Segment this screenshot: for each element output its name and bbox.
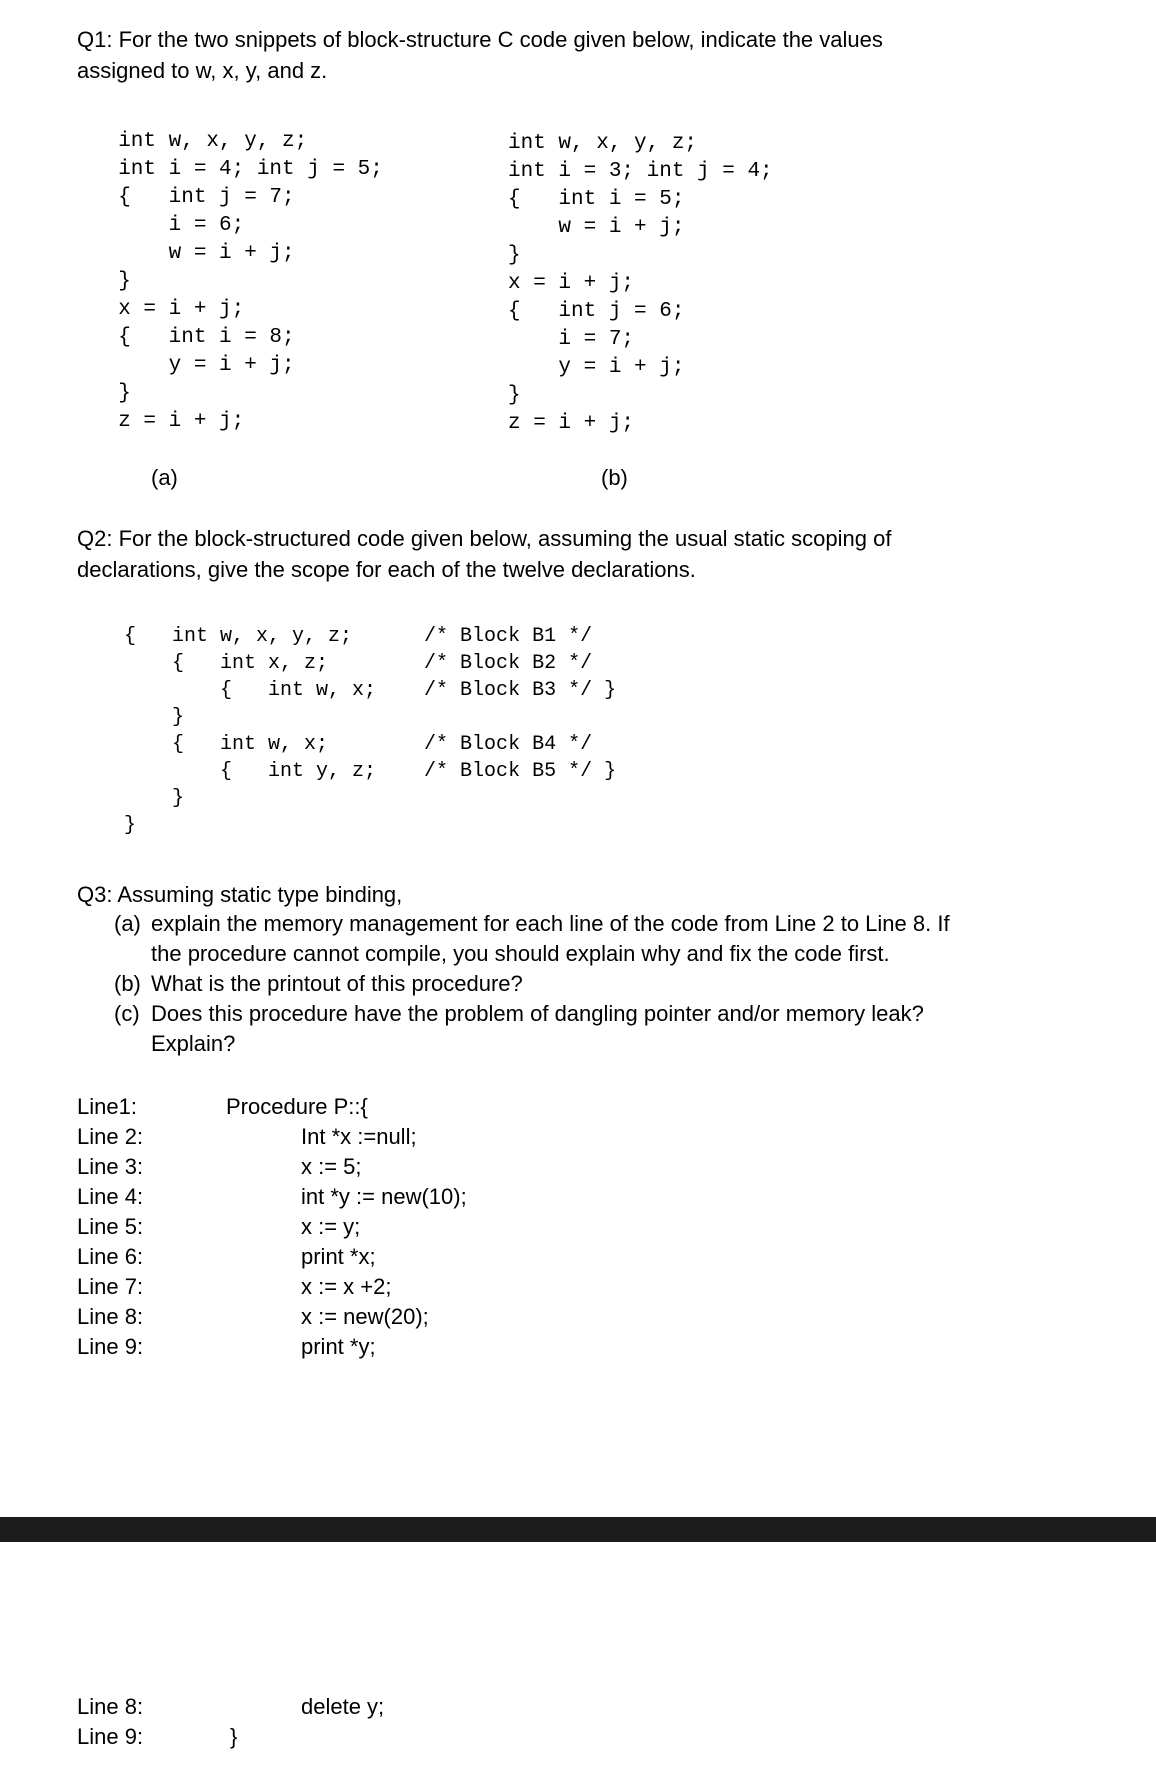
code-line: { int w, x; /* Block B4 */ xyxy=(124,733,593,756)
code-line: { int i = 5; xyxy=(508,188,685,211)
line-label: Line 2: xyxy=(77,1124,144,1149)
item-line: Does this procedure have the problem of dangling pointer and/or memory leak? xyxy=(151,1001,924,1026)
code-line: y = i + j; xyxy=(93,354,295,377)
q2-prompt-line: Q2: For the block-structured code given below, assuming the usual static scoping of xyxy=(77,526,892,551)
line-label: Line 7: xyxy=(77,1274,144,1299)
code-line: } xyxy=(93,382,131,405)
code-line: { int w, x, y, z; /* Block B1 */ xyxy=(124,625,593,648)
code-line: z = i + j; xyxy=(93,410,245,433)
code-line: } xyxy=(508,244,521,267)
code-line: } xyxy=(124,706,185,729)
code-line: { int j = 7; xyxy=(93,186,295,209)
divider-bar xyxy=(0,1517,1156,1542)
code-line: { int w, x; /* Block B3 */ } xyxy=(124,679,617,702)
line-code: } xyxy=(230,1724,238,1749)
q2-prompt-line: declarations, give the scope for each of the twelve declarations. xyxy=(77,557,696,582)
line-code: x := x +2; xyxy=(301,1274,392,1299)
code-line: } xyxy=(508,384,521,407)
item-text xyxy=(151,969,523,999)
q1-prompt-line: Q1: For the two snippets of block-structure C code given below, indicate the values xyxy=(77,27,883,52)
line-label: Line 4: xyxy=(77,1184,144,1209)
item-line: the procedure cannot compile, you should explain why and fix the code first. xyxy=(151,941,890,966)
code-line: i = 7; xyxy=(508,328,635,351)
code-line: x = i + j; xyxy=(508,272,635,295)
line-code: print *x; xyxy=(301,1244,376,1269)
code-line: { int j = 6; xyxy=(508,300,685,323)
caption-b: (b) xyxy=(601,465,628,490)
line-label: Line 9: xyxy=(77,1724,144,1749)
code-line: i = 6; xyxy=(93,214,245,237)
q2-prompt xyxy=(77,523,891,585)
q1-prompt xyxy=(77,24,883,86)
item-marker: (c) xyxy=(114,1001,140,1026)
code-line: int w, x, y, z; xyxy=(93,130,308,153)
q3-prompt: Q3: Assuming static type binding, xyxy=(77,882,403,907)
code-line: { int x, z; /* Block B2 */ xyxy=(124,652,593,675)
code-line: x = i + j; xyxy=(93,298,245,321)
item-text xyxy=(151,999,924,1059)
item-line: Explain? xyxy=(151,1031,236,1056)
line-label: Line 8: xyxy=(77,1304,144,1329)
item-line: What is the printout of this procedure? xyxy=(151,971,523,996)
line-label: Line 3: xyxy=(77,1154,144,1179)
line-code: int *y := new(10); xyxy=(301,1184,467,1209)
code-line: } xyxy=(124,787,185,810)
q1-prompt-line: assigned to w, x, y, and z. xyxy=(77,58,328,83)
code-line: int i = 3; int j = 4; xyxy=(508,160,773,183)
code-line: } xyxy=(124,814,137,837)
line-label: Line 8: xyxy=(77,1694,144,1719)
line-code: Int *x :=null; xyxy=(301,1124,417,1149)
code-line: int i = 4; int j = 5; xyxy=(93,158,383,181)
line-code: x := y; xyxy=(301,1214,361,1239)
code-line: z = i + j; xyxy=(508,412,635,435)
code-line: y = i + j; xyxy=(508,356,685,379)
item-line: explain the memory management for each line of the code from Line 2 to Line 8. If xyxy=(151,911,950,936)
item-text xyxy=(151,909,950,969)
line-code: print *y; xyxy=(301,1334,376,1359)
item-marker: (b) xyxy=(114,971,141,996)
line-label: Line 9: xyxy=(77,1334,144,1359)
line-code: x := 5; xyxy=(301,1154,362,1179)
code-line: } xyxy=(93,270,131,293)
code-line: int w, x, y, z; xyxy=(508,132,698,155)
q1-snippet-b xyxy=(508,130,773,438)
code-line: w = i + j; xyxy=(93,242,295,265)
line-label: Line 6: xyxy=(77,1244,144,1269)
code-line: { int y, z; /* Block B5 */ } xyxy=(124,760,617,783)
q2-code-block xyxy=(124,623,616,839)
line-code: x := new(20); xyxy=(301,1304,429,1329)
item-marker: (a) xyxy=(114,911,141,936)
line-code: delete y; xyxy=(301,1694,385,1719)
line-label: Line 5: xyxy=(77,1214,144,1239)
code-line: w = i + j; xyxy=(508,216,685,239)
line-code: Procedure P::{ xyxy=(226,1094,368,1119)
line-label: Line1: xyxy=(77,1094,137,1119)
code-line: { int i = 8; xyxy=(93,326,295,349)
q1-snippet-a xyxy=(93,128,383,436)
caption-a: (a) xyxy=(151,465,178,490)
